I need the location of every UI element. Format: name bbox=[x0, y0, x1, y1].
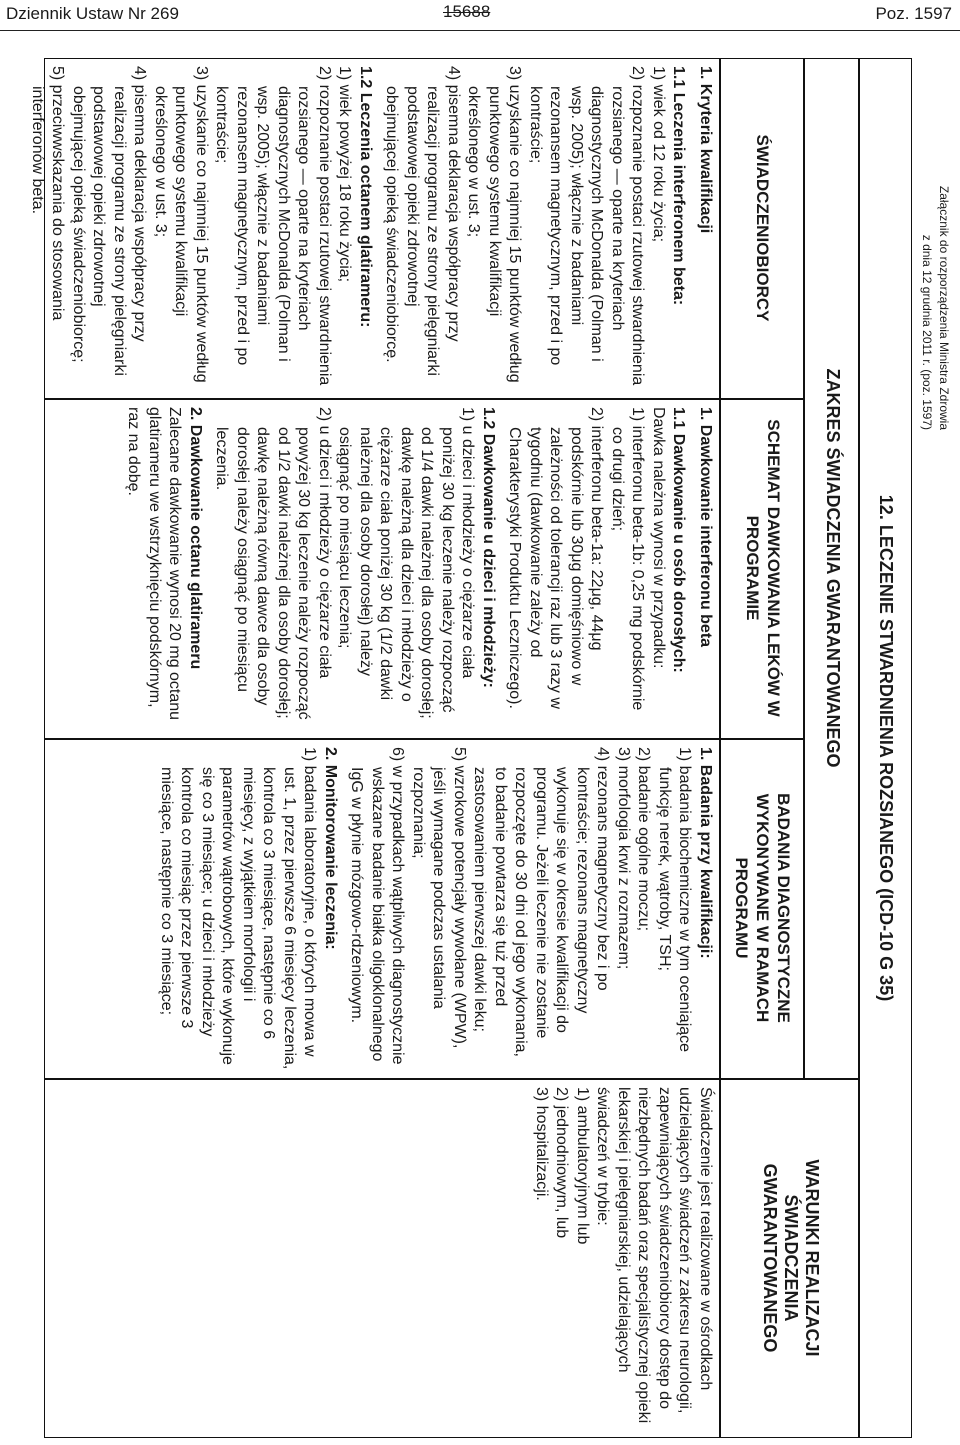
section-title: 1. Dawkowanie interferonu beta bbox=[697, 407, 714, 648]
col-header-dosage: SCHEMAT DAWKOWANIA LEKÓW W PROGRAMIE bbox=[743, 419, 783, 717]
col-beneficiaries bbox=[29, 58, 719, 398]
scope-header: ZAKRES ŚWIADCZENIA GWARANTOWANEGO bbox=[823, 368, 843, 768]
list-item: 5) przeciwwskazania do stosowania interferonów beta. bbox=[29, 66, 67, 321]
section-title: 2. Monitorowanie leczenia: bbox=[322, 747, 339, 950]
col-header-beneficiaries: ŚWIADCZENIOBIORCY bbox=[753, 134, 773, 322]
list-item: 2) interferonu beta-1a: 22μg, 44μg podskórnie lub 30μg domięśniowo w zależności od tolerancji raz lub 3 razy w tygodniu (dawkowanie zależy od Charakterystyki Produktu Leczniczego). bbox=[506, 407, 606, 709]
list-item: 6) w przypadkach wątpliwych diagnostycznie wskazane badanie białka oligoklonalnego IgG w płynie mózgowo-rdzeniowym. bbox=[348, 747, 407, 1065]
list-item: 1) wiek od 12 roku życia; bbox=[650, 66, 667, 243]
subsection-title: 1.1 Leczenia interferonem beta: bbox=[670, 66, 688, 306]
subsection-title: 1.1 Dawkowanie u osób dorosłych: bbox=[670, 407, 688, 673]
position-number: Poz. 1597 bbox=[875, 4, 952, 23]
list-item: 2) u dzieci i młodzieży o ciężarze ciała powyżej 30 kg leczenie należy rozpocząć od 1/2 dawki należnej dla osoby dorosłej; dawkę należną równą dawce dla osoby dorosłej należy osiągnąć po miesiącu leczenia. bbox=[213, 407, 333, 720]
list-item: 2) rozpoznanie postaci rzutowej stwardnienia rozsianego — oparte na kryteriach diagnostycznych McDonalda (Polman i wsp. 2005); włącznie z badaniami rezonansem magnetycznym, przed i po kontraście; bbox=[527, 66, 647, 386]
program-title: 12. LECZENIE STWARDNIENIA ROZSIANEGO (ICD-10 G 35) bbox=[876, 494, 897, 1002]
list-item: 1) ambulatoryjnym lub bbox=[574, 1087, 591, 1245]
col-conditions bbox=[44, 1079, 719, 1438]
subsection-title: 1.2 Leczenia octanem glatirameru: bbox=[357, 66, 374, 328]
paragraph: Zalecane dawkowanie wynosi 20 mg octanu glatirameru we wstrzyknięciu podskórnym, raz na dobę. bbox=[125, 407, 184, 721]
header-rule bbox=[0, 30, 960, 31]
list-item: 1) u dzieci i młodzieży o ciężarze ciała poniżej 30 kg leczenie należy rozpocząć od 1/4 dawki należnej dla osoby dorosłej; dawkę należną dla dzieci i młodzieży o ciężarze ciała poniżej 30 kg (1/2 dawki należnej dla osoby dorosłej) należy osiągnąć po miesiącu leczenia; bbox=[336, 407, 477, 719]
list-item: 2) badanie ogólne moczu; bbox=[635, 747, 653, 932]
rotated-page bbox=[29, 58, 912, 1438]
paragraph: Świadczenie jest realizowane w ośrodkach udzielających świadczeń z zakresu neurologii, zapewniających świadczeniobiorcy dostęp do niezbędnych badań oraz specjalistycznej opieki lekarskiej i pielęgniarskiej, udzielających świadczeń w trybie: bbox=[594, 1087, 714, 1424]
list-item: 1) interferonu beta-1b: 0,25 mg podskórnie co drugi dzień; bbox=[609, 407, 647, 711]
list-item: 4) pisemna deklaracja współpracy przy realizacji programu ze strony pielęgniarki podstawowej opieki zdrowotnej obejmującej opieką świadczeniobiorcę; bbox=[70, 66, 149, 376]
list-item: 5) wzrokowe potencjały wywołane (WPW), jeśli wymagane podczas ustalania rozpoznania; bbox=[410, 747, 468, 1049]
section-title: 1. Kryteria kwalifikacji bbox=[697, 66, 714, 234]
list-item: 1) wiek powyżej 18 roku życia; bbox=[336, 66, 354, 283]
list-item: 2) jednodniowym, lub bbox=[553, 1087, 571, 1239]
section-title: 2. Dawkowanie octanu glatirameru bbox=[187, 407, 204, 670]
conditions-header: WARUNKI REALIZACJI ŚWIADCZENIA GWARANTOWANEGO bbox=[760, 1159, 822, 1357]
list-item: 3) morfologia krwi z rozmazem; bbox=[615, 747, 632, 970]
page-header bbox=[0, 0, 960, 30]
section-title: 1. Badania przy kwalifikacji: bbox=[697, 747, 714, 959]
annex-note-line1: Załącznik do rozporządzenia Ministra Zdrowia bbox=[937, 185, 951, 430]
annex-note bbox=[912, 50, 952, 430]
program-table bbox=[29, 58, 912, 1438]
col-diagnostics bbox=[44, 739, 719, 1078]
page-number: 15688 bbox=[443, 2, 491, 21]
list-item: 1) badania biochemiczne w tym oceniające funkcję nerek, wątroby, TSH; bbox=[656, 747, 694, 1053]
list-item: 4) rezonans magnetyczny bez i po kontraście; rezonans magnetyczny wykonuje się w okresie kwalifikacji do programu. Jeżeli leczenie nie zostanie rozpoczęte do 30 dni od jego wykonania, to badanie powtarza się tuż przed zastosowaniem pierwszej dawki leku; bbox=[471, 747, 612, 1057]
annex-note-line2: z dnia 12 grudnia 2011 r. (poz. 1597) bbox=[920, 234, 934, 430]
list-item: 3) uzyskanie co najmniej 15 punktów według punktowego systemu kwalifikacji określonego w ust. 3; bbox=[465, 66, 524, 383]
subsection-title: 1.2 Dawkowanie u dzieci i młodzieży: bbox=[480, 407, 497, 688]
journal-title: Dziennik Ustaw Nr 269 bbox=[6, 4, 179, 23]
list-item: 4) pisemna deklaracja współpracy przy realizacji programu ze strony pielęgniarki podstawowej opieki zdrowotnej obejmującej opieką świadczeniobiorcę. bbox=[383, 66, 462, 376]
col-header-diagnostics: BADANIA DIAGNOSTYCZNE WYKONYWANE W RAMACH PROGRAMU bbox=[732, 793, 794, 1023]
paragraph: Dawka należna wynosi w przypadku: bbox=[650, 407, 667, 669]
list-item: 1) badania laboratoryjne, o których mowa w ust. 1, przez pierwsze 6 miesięcy leczenia, kontrola co 3 miesiące, następnie co 6 miesięcy, z wyjątkiem morfologii i parametrów wątrobowych, które wykonuje się co 3 miesiące; u dzieci i młodzieży kontrola co miesiąc przez pierwsze 3 miesiące, następnie co 3 miesiące; bbox=[158, 747, 319, 1070]
list-item: 2) rozpoznanie postaci rzutowej stwardnienia rozsianego — oparte na kryteriach diagnostycznych McDonalda (Polman i wsp. 2005); włącznie z badaniami rezonansem magnetycznym, przed i po kontraście; bbox=[213, 66, 333, 386]
col-dosage bbox=[44, 399, 719, 738]
list-item: 3) uzyskanie co najmniej 15 punktów według punktowego systemu kwalifikacji określonego w ust. 3; bbox=[152, 66, 210, 383]
list-item: 3) hospitalizacji. bbox=[533, 1087, 550, 1201]
